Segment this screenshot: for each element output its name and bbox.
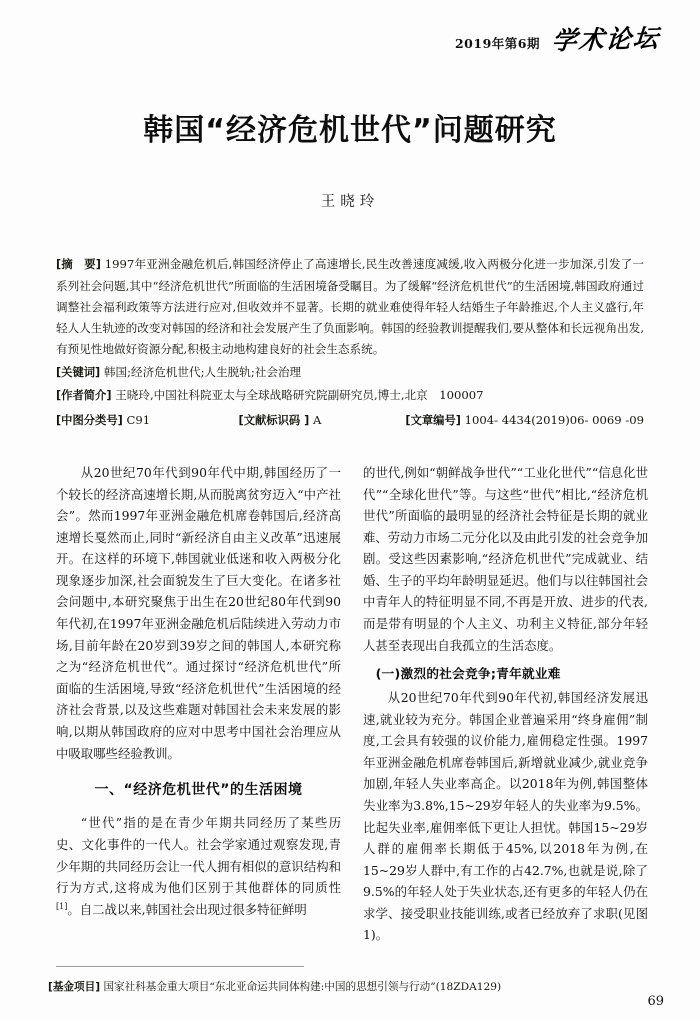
paragraph: 从20世纪70年代到90年代中期,韩国经历了一个较长的经济高速增长期,从而脱离贫穷迈入“中产社会”。然而1997年亚洲金融危机席卷韩国后,经济高速增长戛然而止,同时“新经济自由主义改革”迅速展开。在这样的环境下,韩国就业低迷和收入两极分化现象逐步加深,社会面貌发生了巨大变化。在诸多社会问题中,本研究聚焦于出生在20世纪80年代到90年代初,在1997年亚洲金融危机后陆续进入劳动力市场,目前年龄在20岁到39岁之间的韩国人,本研究称之为“经济危机世代”。通过探讨“经济危机世代”所面临的生活困境,导致“经济危机世代”生活困境的经济社会背景,以及这些难题对韩国社会未来发展的影响,以期从韩国政府的应对中思考中国社会治理应从中吸取哪些经验教训。: [56, 465, 341, 761]
document-code-value: A: [312, 413, 322, 428]
paragraph-text-continued: 。自二战以来,韩国社会出现过很多特征鲜明: [67, 901, 307, 917]
author-bio-text: 王晓玲,中国社科院亚太与全球战略研究院副研究员,博士,北京 100007: [115, 388, 484, 403]
footnote-marker: [1]: [56, 901, 68, 911]
document-code-label: [文献标识码 ]: [238, 414, 310, 428]
clc-label: [中图分类号]: [56, 414, 123, 428]
abstract-label: [摘 要]: [56, 258, 101, 271]
paragraph-text: “世代”指的是在青少年期共同经历了某些历史、文化事件的一代人。社会学家通过观察发现,青少年期的共同经历会让一代人拥有相似的意识结构和行为方式,这将成为他们区别于其他群体的同质性: [56, 815, 341, 896]
journal-logo: 学术论坛: [550, 23, 662, 56]
right-column: [363, 462, 648, 970]
author-bio-paragraph: [56, 385, 644, 407]
issue-label: 2019年第6期: [454, 36, 540, 51]
keywords-text: 韩国;经济危机世代;人生脱轨;社会治理: [103, 364, 302, 379]
section-heading: 一、“经济危机世代”的生活困境: [94, 782, 303, 799]
abstract-paragraph: [56, 254, 644, 360]
clc-cell: [56, 410, 239, 432]
paragraph: 从20世纪70年代到90年代初,韩国经济发展迅速,就业较为充分。韩国企业普遍采用“终身雇佣”制度,工会具有较强的议价能力,雇佣稳定性强。1997年亚洲金融危机席卷韩国后,新增就业减少,就业竞争加剧,年轻人失业率高企。以2018年为例,韩国整体失业率为3.8%,15~29岁年轻人的失业率为9.5%。比起失业率,雇佣率低下更让人担忧。韩国15~29岁人群的雇佣率长期低于45%,以2018年为例,在15~29岁人群中,有工作的占42.7%,也就是说,除了9.5%的年轻人处于失业状态,还有更多的年轻人仍在求学、接受职业技能训练,或者已经放弃了求职(见图1)。: [363, 690, 648, 943]
article-id-cell: [405, 410, 644, 432]
footnote-divider: [56, 966, 304, 967]
clc-value: C91: [126, 413, 151, 428]
page-number: 69: [647, 994, 664, 1009]
funding-footnote: [48, 980, 648, 996]
article-title: 韩国“经济危机世代”问题研究: [143, 113, 557, 148]
paragraph: 的世代,例如“朝鲜战争世代”“工业化世代”“信息化世代”“全球化世代”等。与这些“世代”相比,“经济危机世代”所面临的最明显的经济社会特征是长期的就业难、劳动力市场二元分化以及由此引发的社会竞争加剧。受这些因素影响,“经济危机世代”完成就业、结婚、生子的平均年龄明显延迟。他们与以往韩国社会中青年人的特征明显不同,不再是开放、进步的代表,而是带有明显的个人主义、功利主义特征,部分年轻人甚至表现出自我孤立的生活态度。: [363, 465, 648, 653]
abstract-text: 1997年亚洲金融危机后,韩国经济停止了高速增长,民生改善速度减缓,收入两极分化进一步加深,引发了一系列社会问题,其中“经济危机世代”所面临的生活困境备受瞩目。为了缓解“经济危机世代”的生活困境,韩国政府通过调整社会福利政策等方法进行应对,但收效并不显著。长期的就业难使得年轻人结婚生子年龄推迟,个人主义盛行,年轻人人生轨迹的改变对韩国的经济和社会发展产生了负面影响。韩国的经验教训提醒我们,要从整体和长远视角出发,有预见性地做好资源分配,积极主动地构建良好的社会生态系统。: [56, 257, 645, 356]
paragraph: [56, 812, 341, 920]
article-id-value: 1004- 4434(2019)06- 0069 -09: [464, 413, 644, 428]
left-column: [56, 462, 341, 970]
author-bio-label: [作者简介]: [56, 389, 112, 403]
classification-row: [56, 410, 644, 432]
article-author: 王晓玲: [320, 194, 380, 210]
document-code-cell: [239, 410, 406, 432]
article-metadata: [56, 254, 644, 432]
subsection-heading: (一)激烈的社会竞争;青年就业难: [375, 666, 561, 682]
keywords-paragraph: [56, 362, 644, 384]
keywords-label: [关键词]: [56, 365, 101, 379]
article-id-label: [文章编号]: [405, 414, 461, 428]
funding-text: 国家社科基金重大项目“东北亚命运共同体构建:中国的思想引领与行动”(18ZDA129): [103, 981, 502, 993]
running-header: [455, 20, 660, 56]
funding-label: [基金项目]: [48, 981, 101, 993]
body-columns: [56, 462, 648, 970]
